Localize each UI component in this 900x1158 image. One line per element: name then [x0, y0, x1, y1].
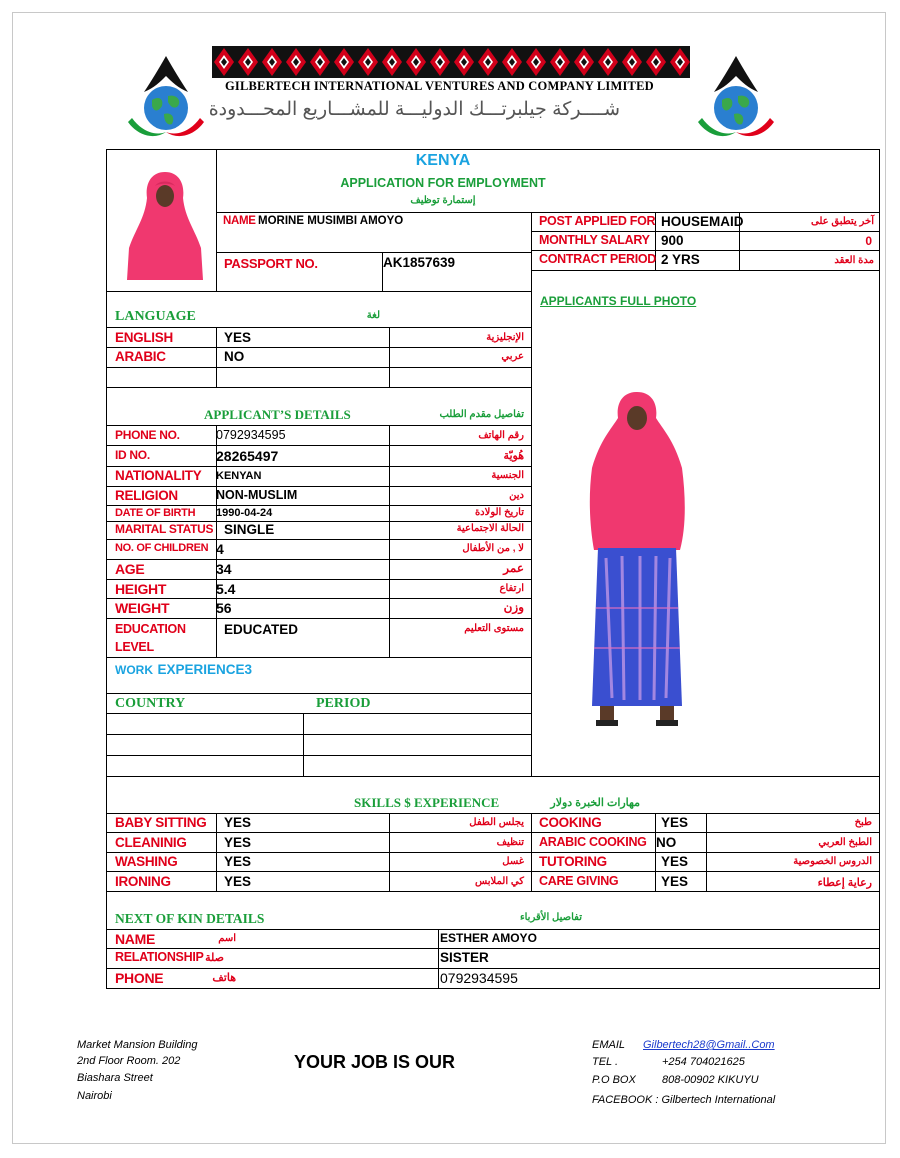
detail-education-label: EDUCATION LEVEL — [115, 622, 186, 654]
skill-right-1-label: ARABIC COOKING — [539, 835, 647, 849]
skill-right-0-ar: طبخ — [854, 817, 872, 828]
skill-right-3-value: YES — [661, 874, 689, 889]
detail-dob-value: 1990-04-24 — [216, 507, 273, 519]
kin-phone-label: PHONE — [115, 970, 164, 986]
language-heading: LANGUAGE — [115, 309, 196, 324]
kin-phone-value: 0792934595 — [440, 970, 518, 986]
skill-right-3-label: CARE GIVING — [539, 874, 619, 888]
skill-left-3-label: IRONING — [115, 874, 171, 889]
footer-tel-value: +254 704021625 — [662, 1056, 745, 1068]
lang-row-arabic-value: NO — [224, 349, 245, 364]
work-heading-small: WORK — [115, 663, 153, 677]
banner-pattern — [212, 46, 690, 78]
detail-religion-ar: دين — [509, 490, 524, 501]
detail-phone-value: 0792934595 — [216, 428, 286, 442]
detail-phone-label: PHONE NO. — [115, 428, 180, 442]
kin-heading: NEXT OF KIN DETAILS — [115, 911, 265, 926]
detail-id-value: 28265497 — [216, 448, 279, 464]
detail-age-label: AGE — [115, 561, 145, 577]
kin-name-label: NAME — [115, 931, 156, 947]
salary-label: MONTHLY SALARY — [539, 233, 650, 247]
contract-value: 2 YRS — [661, 252, 700, 267]
detail-nationality-label: NATIONALITY — [115, 468, 202, 483]
detail-age-ar: عمر — [503, 561, 524, 575]
footer-email-label: EMAIL — [592, 1039, 626, 1051]
skill-right-0-value: YES — [661, 815, 689, 830]
detail-weight-ar: وزن — [503, 600, 524, 614]
lang-row-arabic-label: ARABIC — [115, 349, 166, 364]
salary-extra: 0 — [865, 234, 872, 248]
skill-left-0-label: BABY SITTING — [115, 815, 207, 830]
post-ar: آخر يتطبق على — [810, 216, 874, 227]
company-logo-left — [118, 52, 214, 148]
kin-relationship-ar: صلة — [205, 952, 224, 964]
work-col-country: COUNTRY — [115, 696, 186, 711]
contract-ar: مدة العقد — [834, 255, 874, 266]
detail-nationality-value: KENYAN — [216, 470, 262, 482]
detail-religion-value: NON-MUSLIM — [216, 488, 298, 502]
footer-facebook: FACEBOOK : Gilbertech International — [592, 1094, 776, 1106]
detail-weight-value: 56 — [216, 600, 232, 616]
detail-children-ar: لا , من الأطفال — [462, 543, 524, 554]
lang-row-english-value: YES — [224, 330, 252, 345]
details-heading: APPLICANT’S DETAILS — [204, 407, 351, 422]
kin-name-ar: اسم — [218, 933, 236, 944]
name-value: MORINE MUSIMBI AMOYO — [258, 215, 404, 227]
detail-religion-label: RELIGION — [115, 488, 178, 503]
header-banner — [212, 46, 690, 78]
detail-children-label: NO. OF CHILDREN — [115, 542, 209, 554]
details-heading-ar: تفاصيل مقدم الطلب — [439, 409, 524, 420]
skill-right-3-ar: رعاية إعطاء — [817, 877, 872, 889]
skill-right-2-label: TUTORING — [539, 854, 607, 869]
skill-left-1-label: CLEANINIG — [115, 835, 187, 850]
footer-address-3: Biashara Street — [77, 1072, 153, 1084]
skill-right-0-label: COOKING — [539, 815, 602, 830]
company-logo-right — [688, 52, 784, 148]
salary-value: 900 — [661, 233, 684, 248]
kin-relationship-value: SISTER — [440, 950, 489, 965]
detail-education-value: EDUCATED — [224, 622, 298, 637]
skill-left-2-value: YES — [224, 854, 252, 869]
work-heading-big: EXPERIENCE3 — [157, 662, 252, 677]
detail-phone-ar: رقم الهاتف — [478, 430, 524, 441]
detail-nationality-ar: الجنسية — [491, 470, 524, 481]
skills-heading-ar: مهارات الخبرة دولار — [550, 797, 640, 809]
skill-left-0-value: YES — [224, 815, 252, 830]
footer-tel-label: TEL . — [592, 1056, 619, 1068]
form-title-ar: إستمارة توظيف — [410, 195, 476, 206]
post-label: POST APPLIED FOR — [539, 214, 656, 228]
skill-right-1-ar: الطبخ العربي — [818, 837, 872, 848]
detail-id-label: ID NO. — [115, 448, 150, 462]
detail-weight-label: WEIGHT — [115, 600, 170, 616]
footer-pobox-value: 808-00902 KIKUYU — [662, 1074, 759, 1086]
lang-row-english-label: ENGLISH — [115, 330, 173, 345]
footer-slogan: YOUR JOB IS OUR — [294, 1052, 456, 1072]
kin-relationship-label: RELATIONSHIP — [115, 950, 204, 964]
skill-right-2-ar: الدروس الخصوصية — [793, 856, 872, 867]
applicant-full-photo — [582, 388, 692, 730]
detail-age-value: 34 — [216, 561, 232, 577]
contract-label: CONTRACT PERIOD — [539, 252, 657, 266]
form-title: APPLICATION FOR EMPLOYMENT — [340, 176, 546, 190]
skill-left-0-ar: يجلس الطفل — [469, 817, 524, 828]
passport-value: AK1857639 — [383, 255, 456, 270]
footer-pobox-label: P.O BOX — [592, 1074, 636, 1086]
footer-address-4: Nairobi — [77, 1090, 112, 1102]
work-col-period: PERIOD — [316, 696, 371, 711]
lang-row-english-ar: الإنجليزية — [486, 332, 524, 343]
country-title: KENYA — [415, 152, 471, 169]
detail-children-value: 4 — [216, 541, 224, 557]
detail-height-label: HEIGHT — [115, 581, 167, 597]
kin-phone-ar: هاتف — [212, 972, 236, 984]
detail-id-ar: هُويّة — [503, 450, 524, 462]
skill-left-2-label: WASHING — [115, 854, 178, 869]
skill-left-1-ar: تنظيف — [496, 837, 524, 848]
detail-height-value: 5.4 — [216, 581, 236, 597]
skill-left-3-ar: كي الملابس — [475, 876, 524, 887]
skill-left-1-value: YES — [224, 835, 252, 850]
detail-education-ar: مستوى التعليم — [464, 623, 524, 634]
passport-label: PASSPORT NO. — [224, 256, 318, 271]
company-name-en: GILBERTECH INTERNATIONAL VENTURES AND COMPANY LIMITED — [225, 79, 654, 93]
skill-left-3-value: YES — [224, 874, 252, 889]
footer-address-1: Market Mansion Building — [77, 1039, 198, 1051]
skill-left-2-ar: غسل — [502, 856, 524, 867]
company-name-ar: شــــركة جيلبرتـــك الدوليـــة للمشـــاريع المحـــدودة — [208, 99, 620, 120]
applicant-portrait — [125, 168, 205, 280]
detail-marital-ar: الحالة الاجتماعية — [456, 523, 524, 534]
detail-height-ar: ارتفاع — [499, 583, 524, 594]
full-photo-label: APPLICANTS FULL PHOTO — [540, 294, 697, 308]
skill-right-1-value: NO — [656, 835, 677, 850]
footer-address-2: 2nd Floor Room. 202 — [77, 1055, 181, 1067]
kin-heading-ar: تفاصيل الأقرباء — [519, 912, 582, 923]
post-value: HOUSEMAID — [661, 214, 744, 229]
skill-right-2-value: YES — [661, 854, 689, 869]
lang-row-arabic-ar: عربي — [501, 351, 524, 362]
skills-heading: SKILLS $ EXPERIENCE — [354, 795, 500, 810]
kin-name-value: ESTHER AMOYO — [440, 931, 537, 945]
language-heading-ar: لغة — [366, 310, 380, 321]
detail-dob-ar: تاريخ الولادة — [474, 507, 524, 518]
footer-email-link[interactable]: Gilbertech28@Gmail..Com — [643, 1039, 775, 1051]
detail-dob-label: DATE OF BIRTH — [115, 507, 196, 519]
name-label: NAME — [223, 215, 256, 227]
work-heading — [115, 661, 252, 679]
detail-marital-value: SINGLE — [224, 522, 275, 537]
detail-marital-label: MARITAL STATUS — [115, 522, 214, 536]
